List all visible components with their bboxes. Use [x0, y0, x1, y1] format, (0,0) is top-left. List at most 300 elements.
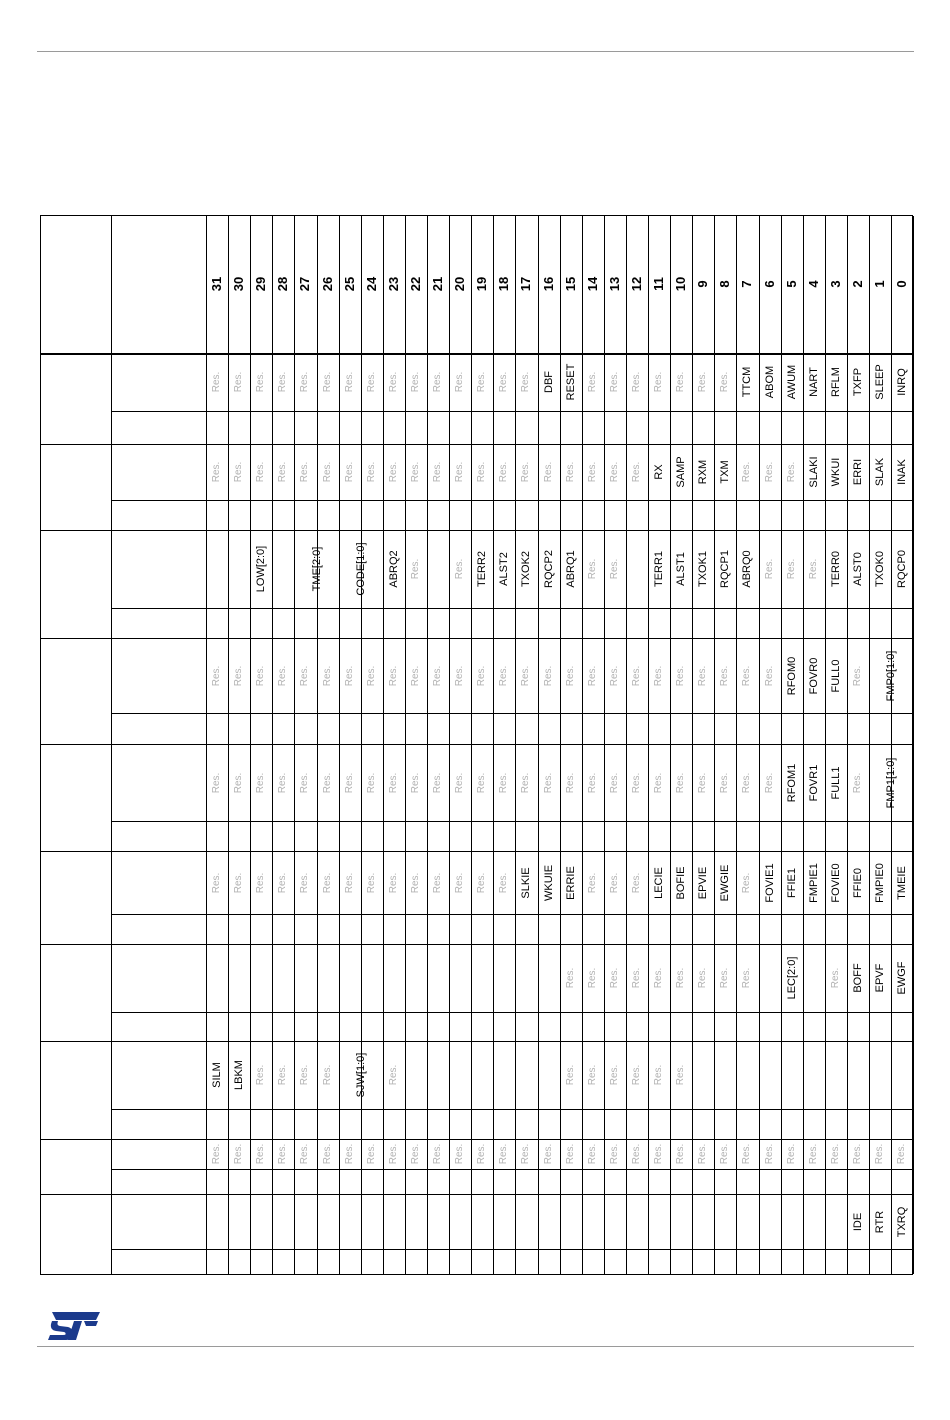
reserved-bit: Res.: [675, 665, 687, 686]
bit-field: FOVIE1: [763, 862, 776, 903]
reserved-bit: Res.: [233, 1143, 245, 1165]
reserved-bit: Res.: [520, 371, 532, 393]
bit-field: FMPIE0: [874, 862, 887, 903]
reserved-bit: Res.: [851, 772, 863, 793]
bit-divider: [427, 216, 428, 1274]
reserved-bit: Res.: [520, 665, 532, 686]
reserved-bit: Res.: [630, 461, 642, 483]
bit-field: TXM: [719, 460, 732, 484]
reserved-bit: Res.: [476, 461, 488, 483]
reserved-bit: Res.: [697, 371, 709, 393]
reserved-bit: Res.: [741, 772, 753, 793]
reserved-bit: Res.: [498, 1143, 510, 1165]
bit-field: TME[2:0]: [310, 546, 323, 592]
reserved-bit: Res.: [321, 461, 333, 483]
reserved-bit: Res.: [719, 772, 731, 793]
bit-field: ERRIE: [564, 865, 577, 900]
bit-field: SILM: [211, 1062, 224, 1088]
bit-divider: [538, 216, 539, 1274]
reserved-bit: Res.: [564, 1143, 576, 1165]
bit-field: SLAK: [874, 457, 887, 487]
bit-number: 30: [231, 276, 247, 292]
bit-divider: [471, 216, 472, 1274]
reserved-bit: Res.: [299, 872, 311, 893]
bit-number: 24: [363, 276, 379, 292]
reserved-bit: Res.: [586, 967, 598, 989]
bit-divider: [736, 216, 737, 1274]
reserved-bit: Res.: [719, 967, 731, 989]
bit-number: 1: [872, 280, 887, 288]
reserved-bit: Res.: [476, 1143, 488, 1165]
reserved-bit: Res.: [542, 461, 554, 483]
reserved-bit: Res.: [321, 665, 333, 686]
reserved-bit: Res.: [365, 872, 377, 893]
bit-field: ABRQ2: [387, 550, 400, 588]
bit-field: EPVIE: [697, 866, 710, 899]
reserved-bit: Res.: [365, 772, 377, 793]
reserved-bit: Res.: [586, 461, 598, 483]
reserved-bit: Res.: [321, 371, 333, 393]
reserved-bit: Res.: [741, 665, 753, 686]
reserved-bit: Res.: [454, 1143, 466, 1165]
reserved-bit: Res.: [233, 665, 245, 686]
bit-field: FMP0[1:0]: [885, 650, 898, 701]
reserved-bit: Res.: [520, 772, 532, 793]
bit-field: SLEEP: [874, 364, 887, 400]
reserved-bit: Res.: [432, 872, 444, 893]
reserved-bit: Res.: [498, 665, 510, 686]
reserved-bit: Res.: [520, 461, 532, 483]
reserved-bit: Res.: [454, 665, 466, 686]
reserved-bit: Res.: [785, 461, 797, 483]
reserved-bit: Res.: [851, 1143, 863, 1165]
reserved-bit: Res.: [763, 461, 775, 483]
bit-field: TERR2: [476, 550, 489, 588]
reserved-bit: Res.: [564, 1064, 576, 1086]
bit-number: 27: [297, 276, 313, 292]
reserved-bit: Res.: [409, 371, 421, 393]
reserved-bit: Res.: [630, 967, 642, 989]
reserved-bit: Res.: [874, 1143, 886, 1165]
reserved-bit: Res.: [763, 558, 775, 580]
reserved-bit: Res.: [365, 371, 377, 393]
bit-field: NART: [807, 367, 820, 397]
reserved-bit: Res.: [741, 872, 753, 893]
bit-field: INAK: [896, 459, 909, 485]
bit-field: FFIE1: [785, 867, 798, 898]
bit-number: 0: [894, 280, 910, 288]
reserved-bit: Res.: [387, 665, 399, 686]
register-divider: [41, 444, 912, 445]
bit-field: FOVIE0: [829, 862, 842, 903]
bit-field: FMP1[1:0]: [885, 757, 898, 808]
reserved-bit: Res.: [785, 1143, 797, 1165]
register-divider: [41, 1194, 912, 1195]
reserved-bit: Res.: [365, 1143, 377, 1165]
bit-number: 29: [253, 276, 269, 292]
bit-divider: [604, 216, 605, 1274]
reserved-bit: Res.: [630, 1064, 642, 1086]
bit-field: LEC[2:0]: [785, 956, 798, 1000]
register-divider: [41, 353, 912, 354]
bit-field: RQCP2: [542, 550, 555, 588]
reserved-bit: Res.: [498, 772, 510, 793]
bit-field: BOFF: [851, 963, 864, 993]
bit-field: WKUI: [829, 457, 842, 487]
bit-field: TERR0: [829, 550, 842, 588]
bit-number: 6: [761, 280, 777, 288]
bit-number: 3: [827, 280, 843, 288]
reserved-bit: Res.: [653, 967, 665, 989]
reserved-bit: Res.: [387, 872, 399, 893]
bit-number: 26: [319, 276, 335, 292]
reserved-bit: Res.: [476, 872, 488, 893]
bit-field: SAMP: [675, 456, 688, 488]
bit-divider: [339, 216, 340, 1274]
bit-field: LECIE: [653, 866, 666, 899]
bit-field: FMPIE1: [807, 862, 820, 903]
reserved-bit: Res.: [586, 558, 598, 580]
reserved-bit: Res.: [432, 665, 444, 686]
reserved-bit: Res.: [255, 665, 267, 686]
bit-field: IDE: [851, 1212, 864, 1231]
reserved-bit: Res.: [454, 558, 466, 580]
bit-field: LBKM: [233, 1060, 246, 1090]
reserved-bit: Res.: [255, 1143, 267, 1165]
bit-field: DBF: [542, 371, 555, 393]
bit-field: FOVR1: [807, 764, 820, 801]
bit-divider: [361, 216, 362, 1274]
reserved-bit: Res.: [343, 461, 355, 483]
reserved-bit: Res.: [829, 967, 841, 989]
reserved-bit: Res.: [211, 461, 223, 483]
bit-field: LOW[2:0]: [255, 545, 268, 593]
reserved-bit: Res.: [586, 1143, 598, 1165]
reserved-bit: Res.: [211, 1143, 223, 1165]
reserved-bit: Res.: [542, 1143, 554, 1165]
reserved-bit: Res.: [763, 1143, 775, 1165]
bit-field: TMEIE: [896, 865, 909, 900]
reserved-bit: Res.: [365, 665, 377, 686]
reserved-bit: Res.: [586, 872, 598, 893]
attr-divider: [111, 1169, 912, 1170]
reserved-bit: Res.: [608, 772, 620, 793]
bit-field: TERR1: [653, 550, 666, 588]
bit-number: 11: [651, 277, 666, 291]
bit-divider: [405, 216, 406, 1274]
bit-number: 21: [430, 276, 445, 292]
attr-divider: [111, 608, 912, 609]
bit-divider: [913, 216, 914, 1274]
header-rule: [37, 51, 914, 52]
bit-number: 17: [518, 276, 534, 292]
reserved-bit: Res.: [498, 872, 510, 893]
st-logo: [42, 1310, 102, 1342]
reserved-bit: Res.: [630, 665, 642, 686]
reserved-bit: Res.: [675, 772, 687, 793]
reserved-bit: Res.: [851, 665, 863, 686]
bit-field: ALST2: [498, 552, 511, 586]
reserved-bit: Res.: [321, 1143, 333, 1165]
attr-divider: [111, 914, 912, 915]
reserved-bit: Res.: [432, 1143, 444, 1165]
reserved-bit: Res.: [277, 1064, 289, 1086]
reserved-bit: Res.: [454, 872, 466, 893]
reserved-bit: Res.: [586, 772, 598, 793]
reserved-bit: Res.: [409, 558, 421, 580]
bit-field: RQCP1: [719, 550, 732, 588]
bit-field: ERRI: [851, 458, 864, 486]
bit-field: INRQ: [896, 368, 909, 396]
bit-field: EPVF: [874, 963, 887, 993]
reserved-bit: Res.: [255, 1064, 267, 1086]
reserved-bit: Res.: [277, 1143, 289, 1165]
bit-divider: [626, 216, 627, 1274]
reserved-bit: Res.: [675, 1143, 687, 1165]
reserved-bit: Res.: [409, 1143, 421, 1165]
bit-field: FOVR0: [807, 657, 820, 694]
reserved-bit: Res.: [211, 371, 223, 393]
bit-divider: [781, 216, 782, 1274]
reserved-bit: Res.: [387, 1143, 399, 1165]
bit-divider: [759, 216, 760, 1274]
reserved-bit: Res.: [564, 461, 576, 483]
reserved-bit: Res.: [454, 772, 466, 793]
bit-divider: [294, 216, 295, 1274]
reserved-bit: Res.: [630, 872, 642, 893]
bit-field: RFOM1: [785, 763, 798, 802]
bit-divider: [228, 216, 229, 1274]
reserved-bit: Res.: [564, 772, 576, 793]
bit-number: 13: [606, 276, 622, 292]
reserved-bit: Res.: [630, 1143, 642, 1165]
reserved-bit: Res.: [608, 371, 620, 393]
bit-divider: [891, 216, 892, 1274]
bit-field: ABRQ0: [741, 550, 754, 588]
bit-divider: [869, 216, 870, 1274]
bit-field: TXOK2: [520, 550, 533, 588]
bit-field: RTR: [874, 1210, 887, 1233]
reserved-bit: Res.: [542, 665, 554, 686]
bit-field: SLAKI: [807, 456, 820, 488]
reserved-bit: Res.: [321, 1064, 333, 1086]
reserved-bit: Res.: [321, 872, 333, 893]
register-map-table: [40, 215, 913, 1275]
bit-field: ALST1: [675, 552, 688, 586]
bit-divider: [317, 216, 318, 1274]
reserved-bit: Res.: [211, 665, 223, 686]
attr-divider: [111, 1109, 912, 1110]
reserved-bit: Res.: [387, 371, 399, 393]
bit-field: ALST0: [851, 552, 864, 586]
bit-number: 15: [562, 276, 578, 292]
reserved-bit: Res.: [387, 772, 399, 793]
reserved-bit: Res.: [741, 967, 753, 989]
bit-number: 9: [695, 280, 711, 288]
bit-number: 19: [474, 276, 490, 292]
register-divider: [41, 530, 912, 531]
reserved-bit: Res.: [432, 772, 444, 793]
reserved-bit: Res.: [233, 461, 245, 483]
reserved-bit: Res.: [454, 461, 466, 483]
bit-field: RXM: [697, 459, 710, 485]
reserved-bit: Res.: [498, 461, 510, 483]
bit-number: 14: [584, 276, 600, 292]
reserved-bit: Res.: [211, 872, 223, 893]
reserved-bit: Res.: [785, 558, 797, 580]
reserved-bit: Res.: [653, 772, 665, 793]
reserved-bit: Res.: [476, 772, 488, 793]
bit-number: 20: [452, 276, 468, 292]
reserved-bit: Res.: [520, 1143, 532, 1165]
bit-field: RFLM: [829, 367, 842, 397]
reserved-bit: Res.: [763, 665, 775, 686]
reserved-bit: Res.: [542, 772, 554, 793]
reserved-bit: Res.: [299, 665, 311, 686]
bit-field: SJW[1:0]: [354, 1052, 367, 1098]
reserved-bit: Res.: [653, 1064, 665, 1086]
reserved-bit: Res.: [277, 872, 289, 893]
reserved-bit: Res.: [719, 371, 731, 393]
reserved-bit: Res.: [763, 772, 775, 793]
reserved-bit: Res.: [653, 1143, 665, 1165]
reserved-bit: Res.: [586, 371, 598, 393]
bit-divider: [847, 216, 848, 1274]
reserved-bit: Res.: [807, 558, 819, 580]
bit-divider: [560, 216, 561, 1274]
reserved-bit: Res.: [697, 967, 709, 989]
register-divider: [41, 744, 912, 745]
reserved-bit: Res.: [343, 872, 355, 893]
register-divider: [41, 1041, 912, 1042]
reserved-bit: Res.: [608, 558, 620, 580]
reserved-bit: Res.: [498, 371, 510, 393]
reserved-bit: Res.: [299, 1064, 311, 1086]
bit-divider: [250, 216, 251, 1274]
bit-number: 31: [209, 276, 224, 292]
reserved-bit: Res.: [630, 371, 642, 393]
reserved-bit: Res.: [299, 461, 311, 483]
reserved-bit: Res.: [476, 665, 488, 686]
reserved-bit: Res.: [277, 461, 289, 483]
reserved-bit: Res.: [233, 371, 245, 393]
reserved-bit: Res.: [343, 665, 355, 686]
bit-divider: [670, 216, 671, 1274]
bit-field: RX: [653, 464, 666, 480]
reserved-bit: Res.: [741, 1143, 753, 1165]
reserved-bit: Res.: [675, 1064, 687, 1086]
attr-divider: [111, 821, 912, 822]
reserved-bit: Res.: [255, 772, 267, 793]
bit-divider: [515, 216, 516, 1274]
reserved-bit: Res.: [630, 772, 642, 793]
reserved-bit: Res.: [387, 1064, 399, 1086]
bit-field: RFOM0: [785, 656, 798, 695]
attr-divider: [111, 713, 912, 714]
reserved-bit: Res.: [277, 371, 289, 393]
reserved-bit: Res.: [675, 371, 687, 393]
reserved-bit: Res.: [255, 371, 267, 393]
reserved-bit: Res.: [409, 461, 421, 483]
bit-number: 8: [717, 280, 733, 288]
reserved-bit: Res.: [697, 772, 709, 793]
bit-number: 5: [783, 280, 799, 288]
reserved-bit: Res.: [211, 772, 223, 793]
bit-number: 23: [385, 276, 401, 292]
bit-divider: [493, 216, 494, 1274]
reserved-bit: Res.: [896, 1143, 908, 1165]
bit-field: RESET: [564, 363, 577, 401]
reserved-bit: Res.: [586, 665, 598, 686]
reserved-bit: Res.: [608, 872, 620, 893]
reserved-bit: Res.: [343, 371, 355, 393]
reserved-bit: Res.: [255, 872, 267, 893]
reserved-bit: Res.: [233, 872, 245, 893]
bit-field: EWGF: [896, 961, 909, 995]
bit-field: FULL0: [829, 658, 842, 693]
reserved-bit: Res.: [432, 461, 444, 483]
reserved-bit: Res.: [608, 967, 620, 989]
reserved-bit: Res.: [719, 665, 731, 686]
reserved-bit: Res.: [233, 772, 245, 793]
reserved-bit: Res.: [409, 872, 421, 893]
attr-divider: [111, 1249, 912, 1250]
reserved-bit: Res.: [409, 665, 421, 686]
bit-field: BOFIE: [675, 865, 688, 900]
reserved-bit: Res.: [255, 461, 267, 483]
reserved-bit: Res.: [299, 1143, 311, 1165]
register-divider: [41, 638, 912, 639]
reserved-bit: Res.: [476, 371, 488, 393]
bit-divider: [803, 216, 804, 1274]
reserved-bit: Res.: [697, 665, 709, 686]
reserved-bit: Res.: [829, 1143, 841, 1165]
reserved-bit: Res.: [454, 371, 466, 393]
bit-number: 7: [739, 280, 755, 288]
bit-number: 28: [275, 276, 291, 292]
bit-number: 10: [673, 276, 689, 292]
bit-field: TXFP: [851, 367, 864, 397]
bit-field: FULL1: [829, 765, 842, 800]
bit-field: TXOK0: [874, 550, 887, 588]
reserved-bit: Res.: [299, 371, 311, 393]
bit-field: ABOM: [763, 365, 776, 399]
register-divider: [41, 1139, 912, 1140]
reserved-bit: Res.: [564, 967, 576, 989]
attr-divider: [111, 500, 912, 501]
bit-field: TXOK1: [697, 550, 710, 588]
attr-divider: [111, 1012, 912, 1013]
reserved-bit: Res.: [719, 1143, 731, 1165]
col-divider: [111, 216, 112, 1274]
bit-divider: [648, 216, 649, 1274]
reserved-bit: Res.: [807, 1143, 819, 1165]
reserved-bit: Res.: [653, 665, 665, 686]
bit-divider: [692, 216, 693, 1274]
reserved-bit: Res.: [608, 1143, 620, 1165]
reserved-bit: Res.: [675, 967, 687, 989]
bit-divider: [582, 216, 583, 1274]
bit-field: ABRQ1: [564, 550, 577, 588]
reserved-bit: Res.: [277, 772, 289, 793]
bit-divider: [383, 216, 384, 1274]
bit-number: 22: [407, 276, 423, 292]
bit-field: WKUIE: [542, 864, 555, 901]
reserved-bit: Res.: [608, 461, 620, 483]
register-divider: [41, 944, 912, 945]
register-divider: [41, 851, 912, 852]
bit-field: FFIE0: [851, 867, 864, 898]
